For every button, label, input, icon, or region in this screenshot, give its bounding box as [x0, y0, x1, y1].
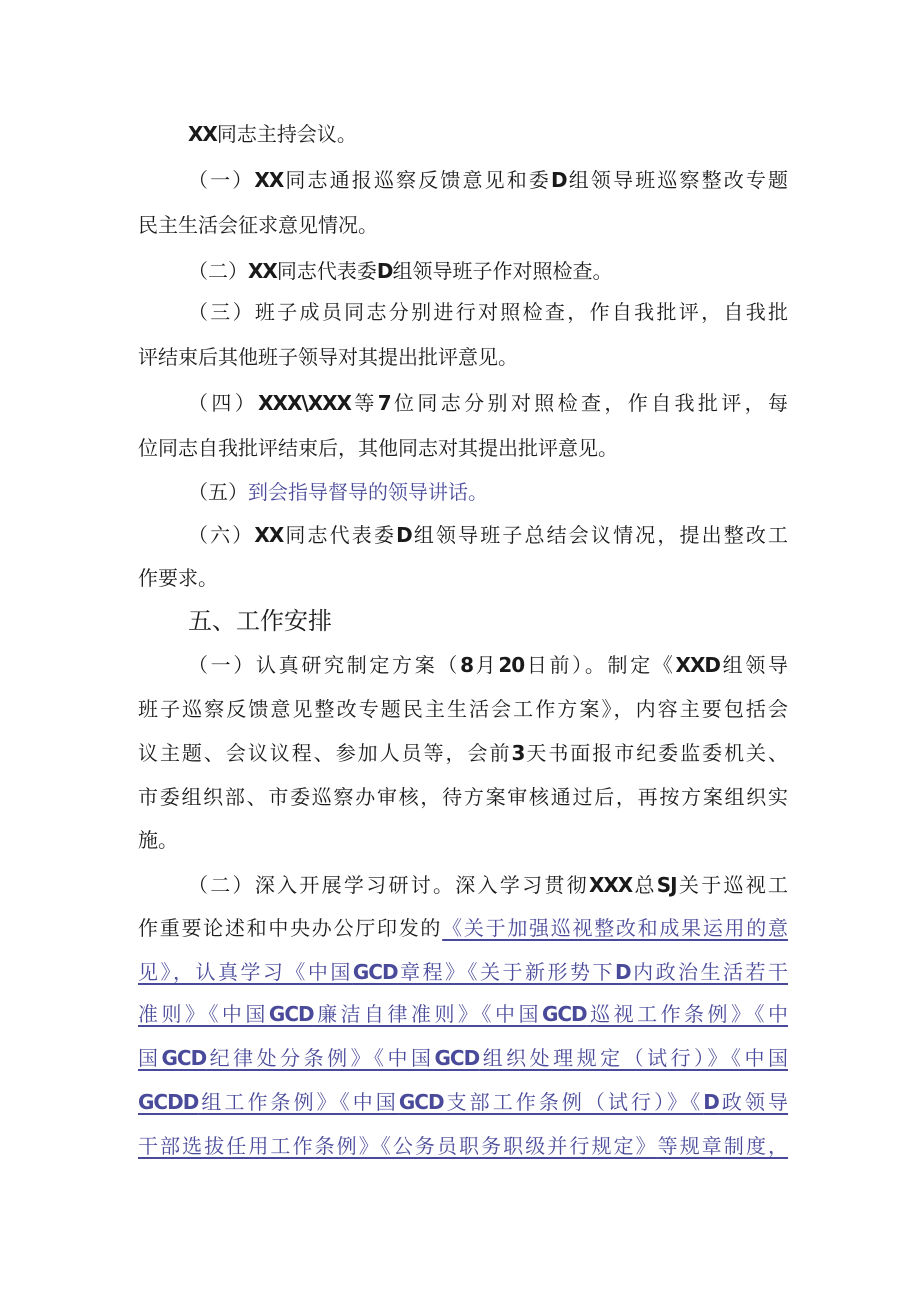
- text-line-9: （五）到会指导督导的领导讲话。: [188, 480, 488, 504]
- text-line-7: （四）XXX\XXX等7位同志分别对照检查，作自我批评，每: [188, 391, 788, 415]
- text-line-11: 作要求。: [138, 566, 218, 590]
- text-line-22[interactable]: GCDD组工作条例》《中国GCD支部工作条例（试行）》《D政领导: [138, 1090, 789, 1114]
- text-line-15: 市委组织部、市委巡察办审核，待方案审核通过后，再按方案组织实: [138, 785, 788, 809]
- text-line-19[interactable]: 见》，认真学习《中国GCD章程》《关于新形势下D内政治生活若干: [138, 960, 789, 984]
- text-line-23[interactable]: 干部选拔任用工作条例》《公务员职务职级并行规定》等规章制度，: [138, 1134, 789, 1158]
- text-line-1: XX同志主持会议。: [188, 122, 357, 146]
- text-line-2: （一）XX同志通报巡察反馈意见和委D组领导班巡察整改专题: [188, 168, 789, 192]
- text-line-14: 议主题、会议议程、参加人员等，会前3天书面报市纪委监委机关、: [138, 741, 789, 765]
- opinion-link[interactable]: 《关于加强巡视整改和成果运用的意: [442, 916, 789, 940]
- text-line-8: 位同志自我批评结束后，其他同志对其提出批评意见。: [138, 436, 618, 460]
- text-line-21[interactable]: 国GCD纪律处分条例》《中国GCD组织处理规定（试行）》《中国: [138, 1046, 788, 1070]
- section-heading: 五、工作安排: [188, 607, 332, 635]
- text-line-17: （二）深入开展学习研讨。深入学习贯彻XXX总SJ关于巡视工: [188, 873, 789, 897]
- text-line-3: 民主生活会征求意见情况。: [138, 213, 378, 237]
- text-line-18: 作重要论述和中央办公厅印发的《关于加强巡视整改和成果运用的意: [138, 916, 789, 940]
- text-line-6: 评结束后其他班子领导对其提出批评意见。: [138, 345, 518, 369]
- text-line-13: 班子巡察反馈意见整改专题民主生活会工作方案》，内容主要包括会: [138, 697, 788, 721]
- text-line-4: （二）XX同志代表委D组领导班子作对照检查。: [188, 259, 613, 283]
- leader-speech-link[interactable]: 到会指导督导的领导讲话。: [248, 480, 488, 504]
- text-line-20[interactable]: 准则》《中国GCD廉洁自律准则》《中国GCD巡视工作条例》《中: [138, 1002, 788, 1026]
- text-line-5: （三）班子成员同志分别进行对照检查，作自我批评，自我批: [188, 300, 788, 324]
- text-line-16: 施。: [138, 828, 178, 852]
- text-line-10: （六）XX同志代表委D组领导班子总结会议情况，提出整改工: [188, 523, 789, 547]
- text-line-12: （一）认真研究制定方案（8月20日前）。制定《XXD组领导: [188, 653, 789, 677]
